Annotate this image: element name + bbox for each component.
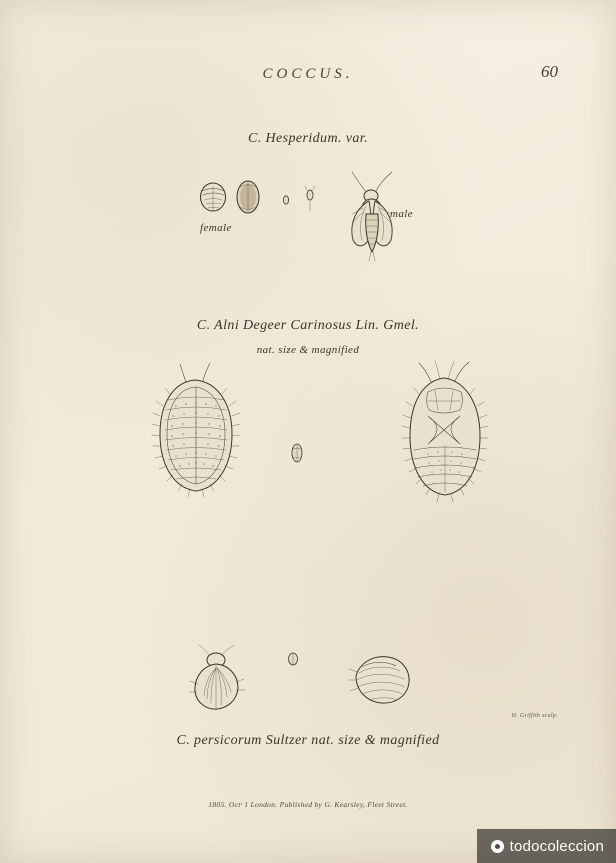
caption-group-2: C. Alni Degeer Carinosus Lin. Gmel. bbox=[196, 318, 420, 333]
figure-nymph-tiny-2 bbox=[303, 186, 317, 214]
caption-group-2-subtitle: nat. size & magnified bbox=[256, 344, 360, 356]
label-male: male bbox=[390, 208, 413, 220]
figure-female-scale-dorsal bbox=[196, 178, 236, 218]
figure-nymph-tiny-1 bbox=[281, 193, 291, 207]
figure-female-scale-lateral bbox=[231, 175, 267, 219]
caption-group-1: C. Hesperidum. var. bbox=[248, 131, 368, 146]
engraver-credit: H. Griffith sculp. bbox=[511, 713, 558, 719]
figure-nat-size-speck-small bbox=[285, 650, 301, 668]
label-female: female bbox=[200, 222, 232, 234]
publisher-imprint: 1805. Octᵗ 1 London. Published by G. Kearsley, Fleet Street. bbox=[208, 800, 408, 809]
watermark-text: todocoleccion bbox=[509, 837, 604, 855]
watermark-logo-icon bbox=[491, 840, 504, 853]
plate-number: 60 bbox=[541, 62, 558, 81]
caption-group-3: C. persicorum Sultzer nat. size & magnified bbox=[176, 733, 440, 748]
figure-nat-size-speck bbox=[287, 440, 307, 466]
page-title: COCCUS. bbox=[262, 66, 354, 82]
figure-scale-insect-right bbox=[344, 650, 416, 712]
figure-adult-dorsal-right bbox=[388, 358, 508, 514]
figure-larva-dorsal-left bbox=[140, 360, 260, 510]
watermark bbox=[477, 829, 616, 863]
figure-scale-insect-left bbox=[186, 644, 250, 714]
